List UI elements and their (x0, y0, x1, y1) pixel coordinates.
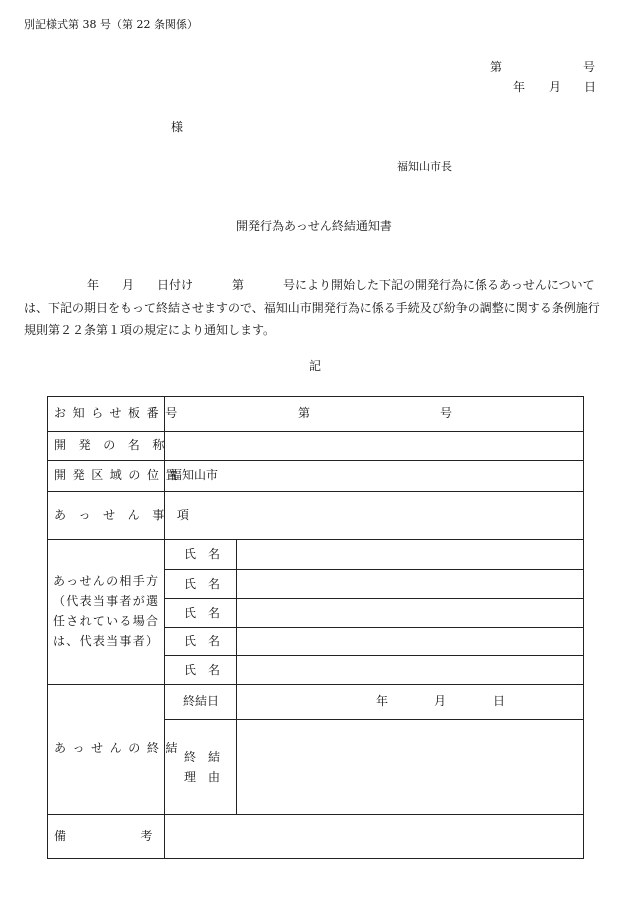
table-row-line (47, 684, 584, 685)
body-year: 年 (87, 278, 100, 292)
counterpart-name-label: 氏 名 (184, 634, 221, 648)
table-row-line (47, 491, 584, 492)
table-row-line (47, 460, 584, 461)
body-month: 月 (122, 278, 135, 292)
notice-board-label: お知らせ板番号 (54, 406, 184, 420)
body-line-3: 規則第２２条第１項の規定により通知します。 (24, 323, 276, 337)
table-subrow-line (164, 627, 584, 628)
dev-name-label: 開発の名称 (54, 438, 178, 452)
counterpart-label: あっせんの相手方（代表当事者が選任されている場合は、代表当事者） (53, 574, 158, 648)
counterpart-name-label: 氏 名 (184, 577, 221, 591)
sender-mayor: 福知山市長 (397, 160, 452, 173)
table-subrow-line (164, 655, 584, 656)
form-id: 別記様式第 38 号（第 22 条関係） (24, 18, 198, 31)
table-subcol-divider (236, 539, 237, 814)
conclusion-label: あっせんの終結 (54, 741, 185, 755)
table-subrow-line (164, 569, 584, 570)
remarks-label: 備 考 (54, 829, 155, 843)
document-title: 開発行為あっせん終結通知書 (236, 219, 392, 233)
table-subrow-line (164, 719, 584, 720)
counterpart-name-label: 氏 名 (184, 663, 221, 677)
end-reason-label: 理 由 (184, 770, 221, 784)
date-year-label: 年 (513, 80, 526, 94)
table-row-line (47, 431, 584, 432)
body-line-1: 号により開始した下記の開発行為に係るあっせんについて (283, 278, 595, 292)
assen-item-label: あっせん事項 (54, 508, 202, 522)
end-date-day: 日 (493, 694, 506, 708)
body-line-2: は、下記の期日をもって終結させますので、福知山市開発行為に係る手続及び紛争の調整に関する条例施行 (24, 301, 600, 315)
table-row-line (47, 814, 584, 815)
addressee-honorific: 様 (171, 120, 184, 134)
notice-number-suffix: 号 (440, 406, 453, 420)
table-subrow-line (164, 598, 584, 599)
ki-heading: 記 (309, 359, 322, 373)
body-number-prefix: 第 (232, 278, 245, 292)
dev-area-value[interactable]: 福知山市 (170, 468, 219, 482)
counterpart-name-label: 氏 名 (184, 547, 221, 561)
dev-name-value[interactable] (170, 436, 580, 456)
date-day-label: 日 (584, 80, 597, 94)
end-date-label: 終結日 (183, 694, 220, 708)
end-date-year: 年 (376, 694, 389, 708)
table-row-line (47, 539, 584, 540)
notice-number-prefix: 第 (298, 406, 311, 420)
date-month-label: 月 (549, 80, 562, 94)
doc-number-suffix: 号 (583, 60, 596, 74)
counterpart-name-label: 氏 名 (184, 606, 221, 620)
end-reason-label: 終 結 (184, 750, 221, 764)
dev-area-label: 開発区域の位置 (54, 468, 185, 482)
end-date-month: 月 (434, 694, 447, 708)
body-dated: 日付け (157, 278, 194, 292)
doc-number-prefix: 第 (490, 60, 503, 74)
